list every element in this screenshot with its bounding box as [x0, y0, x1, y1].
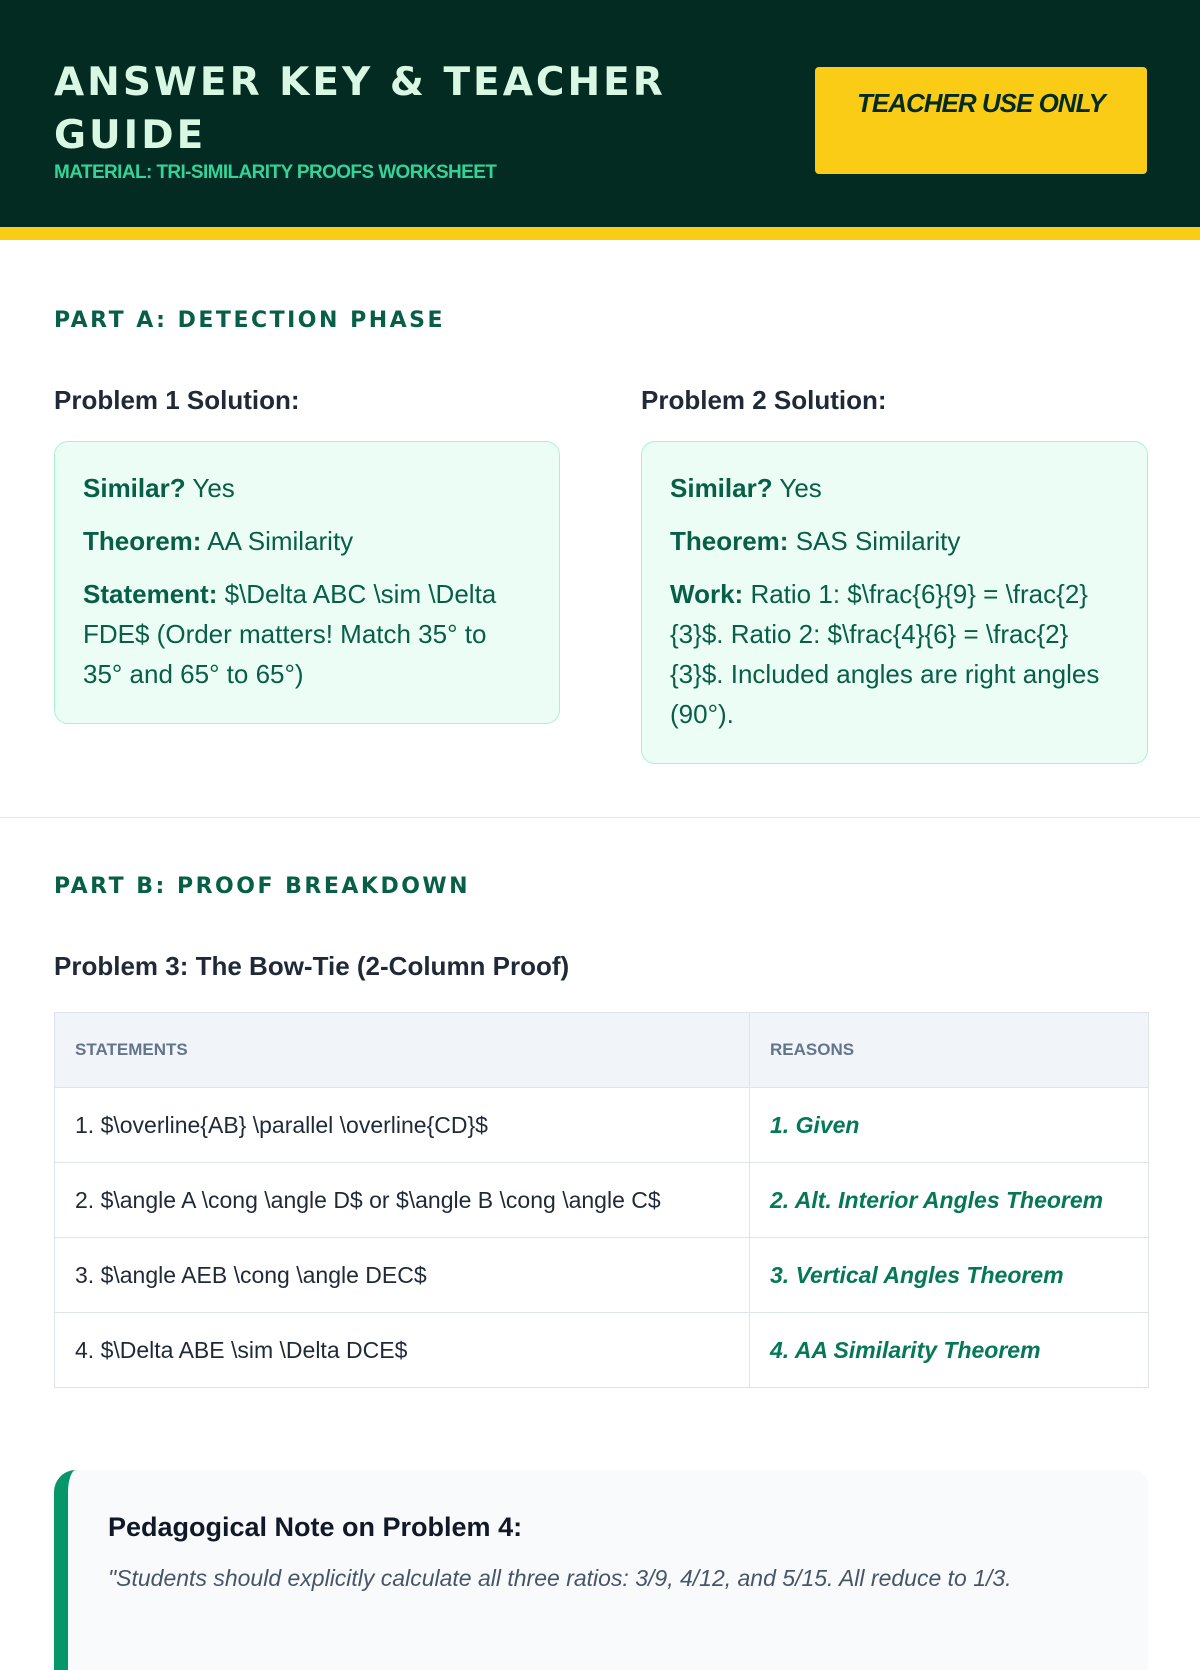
similar-line	[83, 468, 531, 508]
theorem-value: AA Similarity	[207, 526, 354, 556]
page-header	[0, 0, 1200, 240]
statement-label: Statement:	[83, 579, 218, 609]
statement-line	[83, 574, 531, 694]
problem-3-heading: Problem 3: The Bow-Tie (2-Column Proof)	[54, 951, 570, 981]
similar-label: Similar?	[83, 473, 186, 503]
reason-cell: 4. AA Similarity Theorem	[750, 1313, 1149, 1388]
theorem-line	[83, 521, 531, 561]
part-b-title: PART B: PROOF BREAKDOWN	[54, 874, 471, 899]
statement-cell: 1. $\overline{AB} \parallel \overline{CD}$	[55, 1088, 750, 1163]
table-row	[55, 1238, 1149, 1313]
theorem-label: Theorem:	[83, 526, 202, 556]
work-label: Work:	[670, 579, 744, 609]
theorem-label: Theorem:	[670, 526, 789, 556]
problem-1-solution-card	[54, 441, 560, 724]
table-row	[55, 1088, 1149, 1163]
similar-value: Yes	[192, 473, 235, 503]
problem-1-heading: Problem 1 Solution:	[54, 385, 300, 415]
material-subtitle: MATERIAL: TRI-SIMILARITY PROOFS WORKSHEET	[54, 162, 497, 183]
proof-table	[54, 1012, 1149, 1388]
problem-2-heading: Problem 2 Solution:	[641, 385, 887, 415]
teacher-use-badge: TEACHER USE ONLY	[815, 67, 1147, 174]
work-value: Ratio 1: $\frac{6}{9} = \frac{2}{3}$. Ratio 2: $\frac{4}{6} = \frac{2}{3}$. Included angles are right angles (90°).	[670, 579, 1100, 729]
table-row	[55, 1163, 1149, 1238]
section-divider	[0, 817, 1200, 818]
pedagogical-note	[54, 1470, 1148, 1670]
reasons-column-header: REASONS	[750, 1013, 1149, 1088]
theorem-value: SAS Similarity	[795, 526, 961, 556]
statements-column-header: STATEMENTS	[55, 1013, 750, 1088]
note-text: "Students should explicitly calculate all three ratios: 3/9, 4/12, and 5/15. All reduce to 1/3.	[108, 1565, 1012, 1591]
statement-value: $\Delta ABC \sim \Delta FDE$ (Order matters! Match 35° to 35° and 65° to 65°)	[83, 579, 497, 689]
reason-cell: 3. Vertical Angles Theorem	[750, 1238, 1149, 1313]
statement-cell: 2. $\angle A \cong \angle D$ or $\angle B \cong \angle C$	[55, 1163, 750, 1238]
table-row	[55, 1313, 1149, 1388]
theorem-line	[670, 521, 1119, 561]
table-header-row	[55, 1013, 1149, 1088]
work-line	[670, 574, 1119, 734]
part-a-title: PART A: DETECTION PHASE	[54, 308, 446, 333]
similar-value: Yes	[779, 473, 822, 503]
page-title: ANSWER KEY & TEACHER GUIDE	[54, 60, 666, 158]
reason-cell: 2. Alt. Interior Angles Theorem	[750, 1163, 1149, 1238]
reason-cell: 1. Given	[750, 1088, 1149, 1163]
similar-line	[670, 468, 1119, 508]
problem-2-solution-card	[641, 441, 1148, 764]
similar-label: Similar?	[670, 473, 773, 503]
statement-cell: 3. $\angle AEB \cong \angle DEC$	[55, 1238, 750, 1313]
statement-cell: 4. $\Delta ABE \sim \Delta DCE$	[55, 1313, 750, 1388]
note-title: Pedagogical Note on Problem 4:	[108, 1512, 523, 1542]
